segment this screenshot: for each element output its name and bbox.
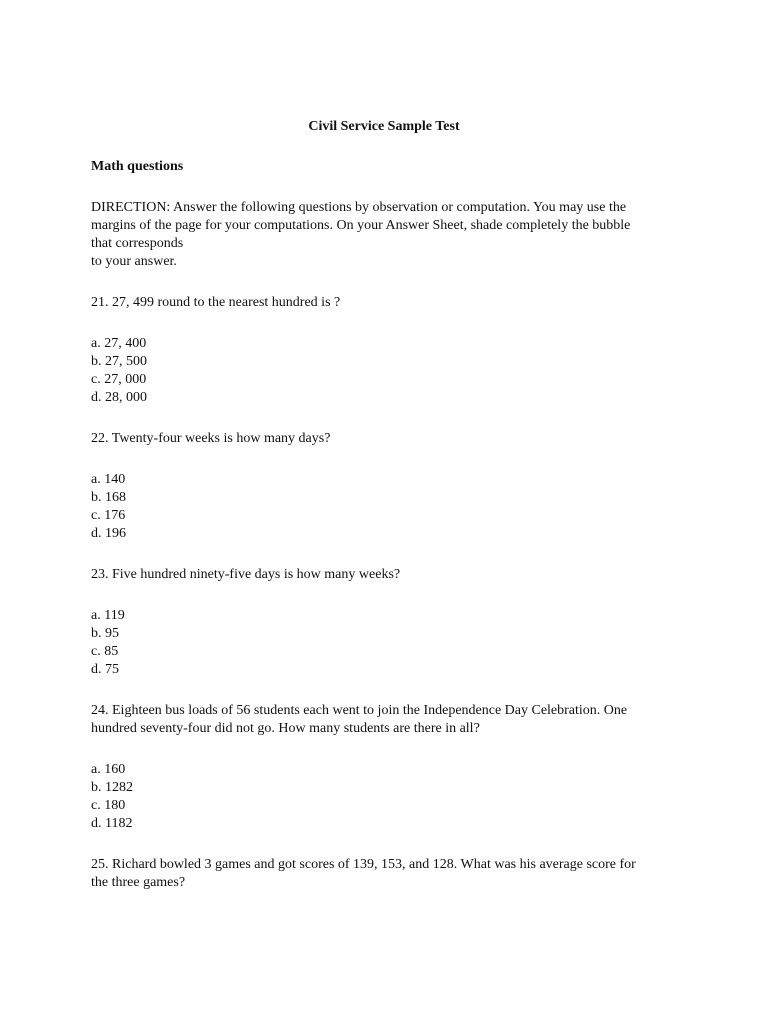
option-c: c. 85 xyxy=(91,644,119,659)
question-text: the three games? xyxy=(91,875,186,890)
question-text: 23. Five hundred ninety-five days is how many weeks? xyxy=(91,567,401,582)
question-25 xyxy=(91,856,681,892)
document-body xyxy=(91,158,681,915)
options-23 xyxy=(91,607,681,679)
question-text: hundred seventy-four did not go. How many students are there in all? xyxy=(91,721,480,736)
question-text: 25. Richard bowled 3 games and got scores of 139, 153, and 128. What was his average score for xyxy=(91,857,636,872)
option-d: d. 75 xyxy=(91,662,119,677)
direction-paragraph xyxy=(91,199,681,271)
question-23 xyxy=(91,566,681,584)
option-b: b. 168 xyxy=(91,490,126,505)
section-heading: Math questions xyxy=(91,159,184,174)
options-24 xyxy=(91,761,681,833)
option-c: c. 176 xyxy=(91,508,126,523)
question-text: 21. 27, 499 round to the nearest hundred is ? xyxy=(91,295,341,310)
option-d: d. 1182 xyxy=(91,816,133,831)
options-21 xyxy=(91,335,681,407)
question-21 xyxy=(91,294,681,312)
question-text: 22. Twenty-four weeks is how many days? xyxy=(91,431,331,446)
option-a: a. 140 xyxy=(91,472,126,487)
option-a: a. 27, 400 xyxy=(91,336,147,351)
question-24 xyxy=(91,702,681,738)
direction-line: DIRECTION: Answer the following questions by observation or computation. You may use the xyxy=(91,200,627,215)
option-d: d. 28, 000 xyxy=(91,390,147,405)
question-22 xyxy=(91,430,681,448)
direction-line: margins of the page for your computations. On your Answer Sheet, shade completely the bubble xyxy=(91,218,631,233)
direction-line: to your answer. xyxy=(91,254,177,269)
option-a: a. 119 xyxy=(91,608,125,623)
options-22 xyxy=(91,471,681,543)
option-c: c. 27, 000 xyxy=(91,372,147,387)
page-title: Civil Service Sample Test xyxy=(308,119,460,134)
option-b: b. 27, 500 xyxy=(91,354,147,369)
option-d: d. 196 xyxy=(91,526,126,541)
option-c: c. 180 xyxy=(91,798,126,813)
option-b: b. 1282 xyxy=(91,780,133,795)
question-text: 24. Eighteen bus loads of 56 students each went to join the Independence Day Celebration. One xyxy=(91,703,628,718)
direction-line: that corresponds xyxy=(91,236,184,251)
option-a: a. 160 xyxy=(91,762,126,777)
option-b: b. 95 xyxy=(91,626,119,641)
